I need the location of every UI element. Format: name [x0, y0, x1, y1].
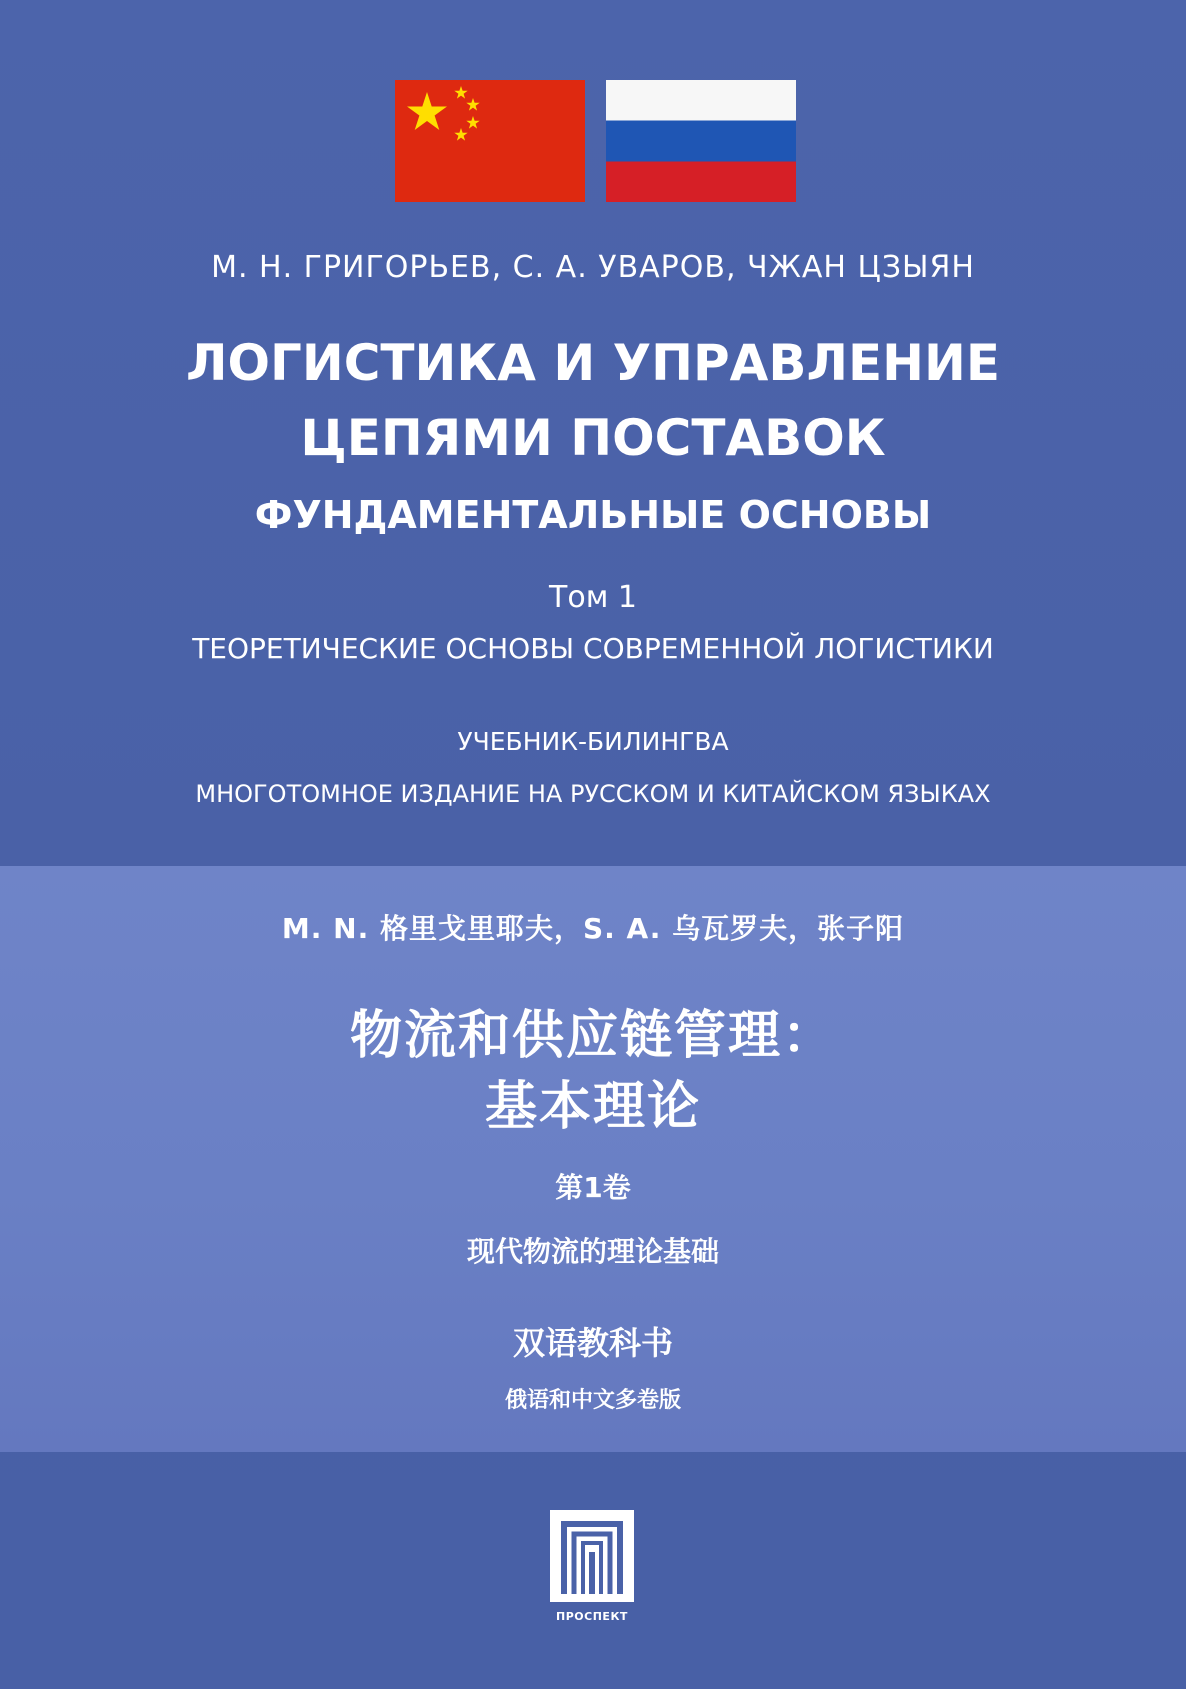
title-chinese-line-1: 物流和供应链管理： [349, 1006, 836, 1066]
title-chinese-line-2: 基本理论 [484, 1077, 701, 1137]
russia-flag-icon [606, 80, 796, 202]
publisher-name: ПРОСПЕКТ [556, 1610, 628, 1623]
authors-russian: М. Н. ГРИГОРЬЕВ, С. А. УВАРОВ, ЧЖАН ЦЗЫЯН [211, 250, 975, 285]
chinese-section-band [0, 866, 1186, 1452]
volume-title-chinese: 现代物流的理论基础 [466, 1235, 719, 1268]
volume-title-russian: ТЕОРЕТИЧЕСКИЕ ОСНОВЫ СОВРЕМЕННОЙ ЛОГИСТИКИ [192, 632, 994, 665]
title-russian-line-1: ЛОГИСТИКА И УПРАВЛЕНИЕ [186, 334, 1000, 392]
volume-number-chinese: 第1卷 [555, 1171, 631, 1204]
edition-note-russian: МНОГОТОМНОЕ ИЗДАНИЕ НА РУССКОМ И КИТАЙСКОМ ЯЗЫКАХ [195, 780, 991, 808]
title-russian-line-2: ЦЕПЯМИ ПОСТАВОК [300, 409, 886, 467]
china-flag-icon [395, 80, 585, 202]
book-type-russian: УЧЕБНИК-БИЛИНГВА [457, 727, 729, 756]
book-type-chinese: 双语教科书 [512, 1324, 673, 1362]
volume-number-russian: Том 1 [549, 580, 637, 615]
authors-chinese: M. N. 格里戈里耶夫，S. A. 乌瓦罗夫，张子阳 [281, 912, 905, 945]
subtitle-russian: ФУНДАМЕНТАЛЬНЫЕ ОСНОВЫ [254, 493, 932, 537]
edition-note-chinese: 俄语和中文多卷版 [504, 1388, 681, 1413]
publisher-logo-icon [550, 1510, 634, 1602]
